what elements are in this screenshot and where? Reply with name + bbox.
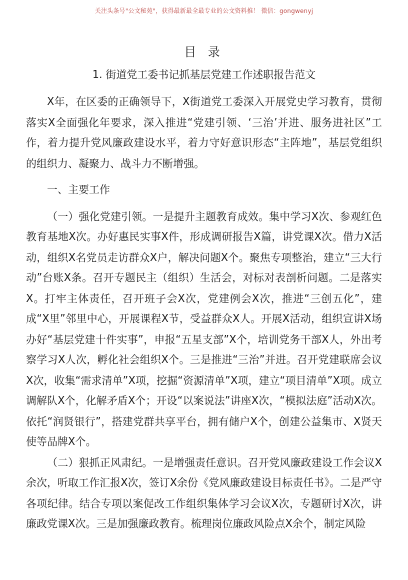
- document-heading: 1. 街道党工委书记抓基层党建工作述职报告范文: [92, 69, 316, 81]
- document-body: [26, 92, 382, 535]
- header-watermark: 关注头条号"公文秘苑"，获得最新最全最专业的公文资料推！ 微信：gongwenyj: [94, 8, 314, 15]
- paragraph-party-building: （一）强化党建引领。一是提升主题教育成效。集中学习X次、参观红色教育基地X次。办好惠民实事X件，形成调研报告X篇，讲党课X次。借力X活动，组织X名党员走访群众X户，解决问题X个。聚焦专项整治，建立“三大行动”台账X条。召开专题民主（组织）生活会，对标对表剖析问题。二是落实X。打牢主体责任，召开班子会X次，党建例会X次，推进“三创五化”，建成“X里”邻里中心，开展课程X节，受益群众X人。开展X活动，组织宣讲X场办好“基层党建十件实事”，申报“五星支部”X个，培训党务干部X人，外出考察学习X人次，孵化社会组织X个。三是推进“三治”并进。召开党建联席会议X次，收集“需求清单”X项，挖掘“资源清单”X项，建立“项目清单”X项。成立调解队X个，化解矛盾X个；开设“以案说法”讲座X次，“模拟法庭”活动X次。依托“润贤银行”，搭建党群共享平台，拥有储户X个，创建公益集市、X贤天使等品牌X个。: [26, 210, 382, 448]
- paragraph-discipline: （二）狠抓正风肃纪。一是增强责任意识。召开党风廉政建设工作会议X余次，听取工作汇报X次，签订X余份《党风廉政建设目标责任书》。二是严守各项纪律。结合专项以案促改工作组织集体学习会议X次，专题研讨X次，讲廉政党课X次。三是加强廉政教育。梳理岗位廉政风险点X余个，制定风险: [26, 456, 382, 530]
- section-heading-main-work: 一、主要工作: [47, 184, 110, 196]
- intro-paragraph: X年，在区委的正确领导下，X街道党工委深入开展党史学习教育，贯彻落实X全面强化年要求，深入推进“党建引领、‘三治’并进、服务进社区”工作，着力提升党风廉政建设水平，着力守好意识形态“主阵地”，基层党组织的组织力、凝聚力、战斗力不断增强。: [26, 96, 382, 170]
- toc-title: 目 录: [184, 45, 224, 59]
